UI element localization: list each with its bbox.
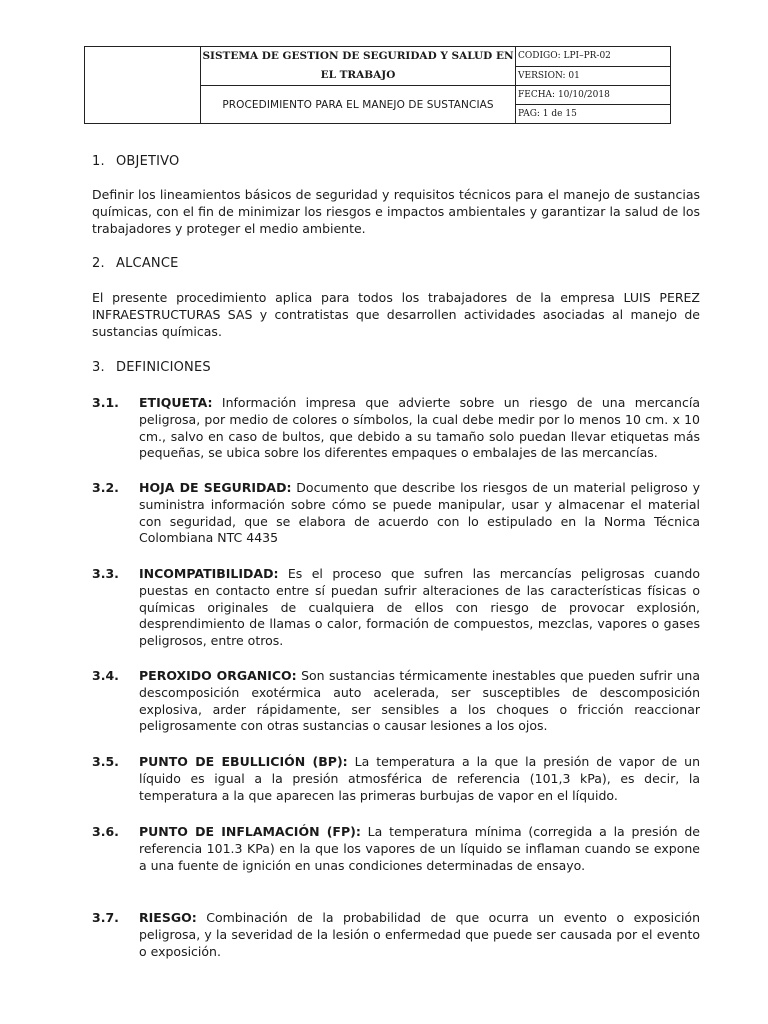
section-heading-alcance (92, 256, 179, 271)
definition-term: RIESGO: (139, 910, 197, 925)
section-number: 3. (92, 360, 105, 375)
section-heading-objetivo (92, 154, 179, 169)
document-version: VERSION: 01 (516, 66, 671, 86)
definition-text: Es el proceso que sufren las mercancías peligrosas cuando puestas en contacto entre sí puedan sufrir alteraciones de las características físicas o químicas originales de cualquiera de ellos con riesgo de provocar explosión, desprendimiento de llamas o calor, formación de compuestos, mezclas, vapores o gases peligrosos, entre otros. (139, 566, 700, 649)
definition-item-etiqueta (92, 395, 700, 462)
definition-text: La temperatura mínima (corregida a la presión de referencia 101.3 KPa) en la que los vapores de un líquido se inflaman cuando se expone a una fuente de ignición en unas condiciones determinadas de ensayo. (139, 824, 700, 873)
definition-term: INCOMPATIBILIDAD: (139, 566, 279, 581)
section-title: ALCANCE (116, 256, 179, 271)
definition-term: PUNTO DE EBULLICIÓN (BP): (139, 754, 348, 769)
document-code: CODIGO: LPI–PR-02 (516, 47, 671, 67)
definition-number: 3.7. (92, 910, 119, 925)
definition-number: 3.4. (92, 668, 119, 683)
definition-item-hoja-de-seguridad (92, 480, 700, 547)
alcance-paragraph: El presente procedimiento aplica para todos los trabajadores de la empresa LUIS PEREZ INFRAESTRUCTURAS SAS y contratistas que desarrollen actividades asociadas al manejo de sustancias químicas. (92, 290, 700, 339)
section-heading-definiciones (92, 360, 211, 375)
section-number: 1. (92, 154, 105, 169)
definition-term: HOJA DE SEGURIDAD: (139, 480, 292, 495)
definition-term: PUNTO DE INFLAMACIÓN (FP): (139, 824, 361, 839)
objetivo-paragraph: Definir los lineamientos básicos de seguridad y requisitos técnicos para el manejo de sustancias químicas, con el fin de minimizar los riesgos e impactos ambientales y garantizar la salud de los trabajadores y proteger el medio ambiente. (92, 187, 700, 236)
definition-item-punto-de-inflamacion (92, 824, 700, 874)
definition-text: Documento que describe los riesgos de un material peligroso y suministra información sobre cómo se puede manipular, usar y almacenar el material con seguridad, que se elabora de acuerdo con lo estipulado en la Norma Técnica Colombiana NTC 4435 (139, 480, 700, 546)
section-number: 2. (92, 256, 105, 271)
definition-item-punto-de-ebullicion (92, 754, 700, 804)
definition-item-peroxido-organico (92, 668, 700, 735)
definition-term: ETIQUETA: (139, 395, 213, 410)
document-title: SISTEMA DE GESTION DE SEGURIDAD Y SALUD EN EL TRABAJO (201, 47, 516, 86)
definition-item-incompatibilidad (92, 566, 700, 650)
definition-number: 3.3. (92, 566, 119, 581)
definition-number: 3.5. (92, 754, 119, 769)
definition-text: Combinación de la probabilidad de que ocurra un evento o exposición peligrosa, y la severidad de la lesión o enfermedad que puede ser causada por el evento o exposición. (139, 910, 700, 959)
definition-number: 3.1. (92, 395, 119, 410)
logo-cell (85, 47, 201, 124)
definition-text: Información impresa que advierte sobre un riesgo de una mercancía peligrosa, por medio de colores o símbolos, la cual debe medir por lo menos 10 cm. x 10 cm., salvo en caso de bultos, que debido a su tamaño solo puedan llevar etiquetas más pequeñas, se ubica sobre los diferentes empaques o embalajes de las mercancías. (139, 395, 700, 461)
section-title: OBJETIVO (116, 154, 180, 169)
document-date: FECHA: 10/10/2018 (516, 86, 671, 105)
document-subtitle: PROCEDIMIENTO PARA EL MANEJO DE SUSTANCIAS (201, 86, 516, 124)
section-title: DEFINICIONES (116, 360, 211, 375)
document-page-number: PAG: 1 de 15 (516, 105, 671, 124)
definition-number: 3.6. (92, 824, 119, 839)
definition-number: 3.2. (92, 480, 119, 495)
definition-item-riesgo (92, 910, 700, 960)
definition-text: La temperatura a la que la presión de vapor de un líquido es igual a la presión atmosférica de referencia (101,3 kPa), es decir, la temperatura a la que aparecen las primeras burbujas de vapor en el líquido. (139, 754, 700, 803)
definition-text: Son sustancias térmicamente inestables que pueden sufrir una descomposición exotérmica auto acelerada, ser susceptibles de descomposición explosiva, arder rápidamente, ser sensibles a los choques o fricción reaccionar peligrosamente con otras sustancias o causar lesiones a los ojos. (139, 668, 700, 734)
document-header-table (84, 46, 671, 124)
definition-term: PEROXIDO ORGANICO: (139, 668, 297, 683)
